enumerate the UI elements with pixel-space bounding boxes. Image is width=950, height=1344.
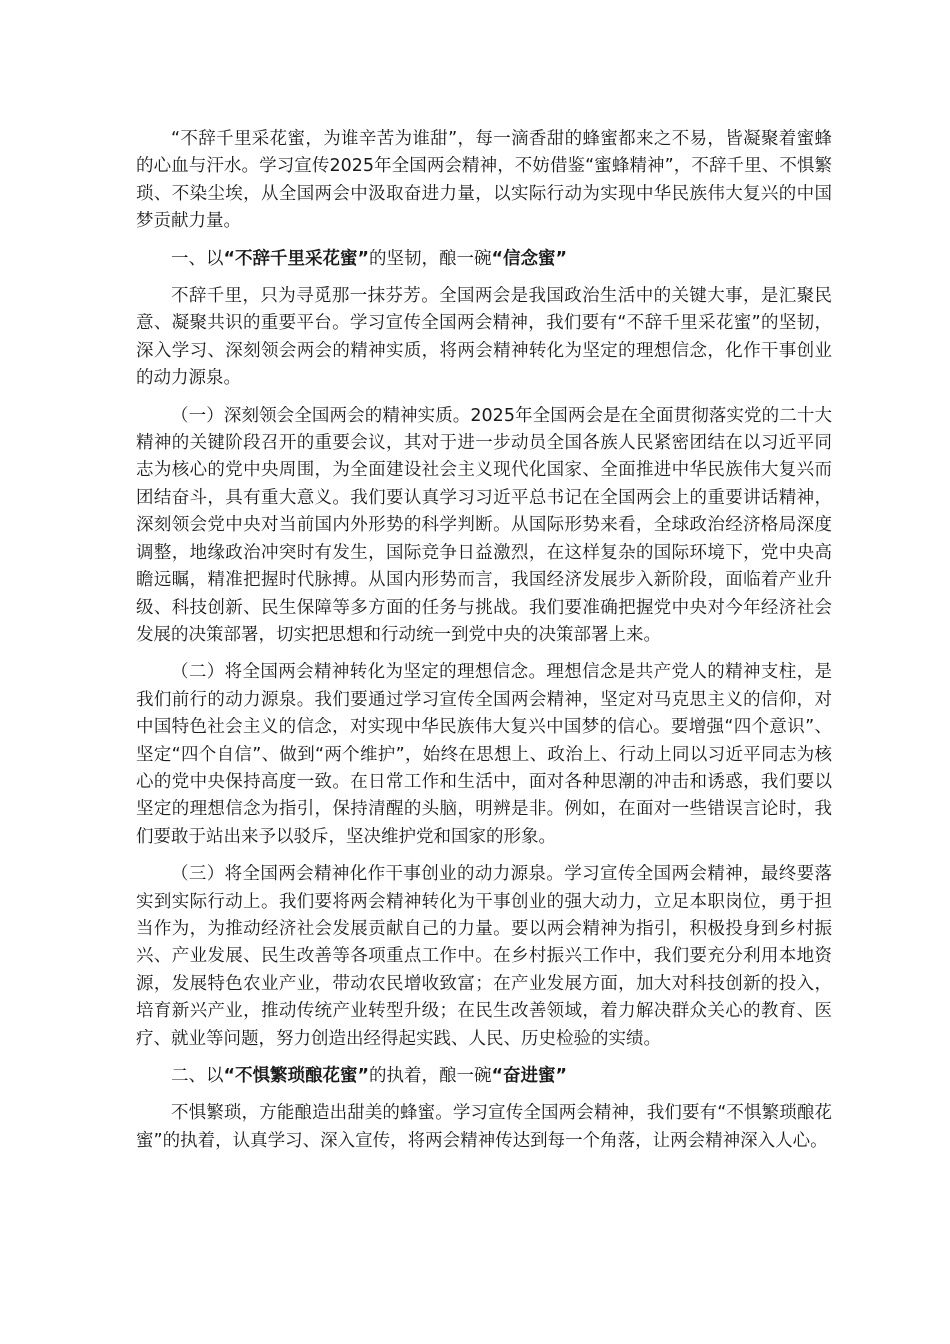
section-1-subsection-1: （一）深刻领会全国两会的精神实质。2025年全国两会是在全面贯彻落实党的二十大精神的关键阶段召开的重要会议，其对于进一步动员全国各族人民紧密团结在以习近平同志为核心的党中央周围，为全面建设社会主义现代化国家、全面推进中华民族伟大复兴而团结奋斗，具有重大意义。我们要认真学习习近平总书记在全国两会上的重要讲话精神，深刻领会党中央对当前国内外形势的科学判断。从国际形势来看，全球政治经济格局深度调整，地缘政治冲突时有发生，国际竞争日益激烈，在这样复杂的国际环境下，党中央高瞻远瞩，精准把握时代脉搏。从国内形势而言，我国经济发展步入新阶段，面临着产业升级、科技创新、民生保障等多方面的任务与挑战。我们要准确把握党中央对今年经济社会发展的决策部署，切实把思想和行动统一到党中央的决策部署上来。	[136, 405, 832, 645]
section-1-subsection-3: （三）将全国两会精神化作干事创业的动力源泉。学习宣传全国两会精神，最终要落实到实际行动上。我们要将两会精神转化为干事创业的强大动力，立足本职岗位，勇于担当作为，为推动经济社会发展贡献自己的力量。要以两会精神为指引，积极投身到乡村振兴、产业发展、民生改善等各项重点工作中。在乡村振兴工作中，我们要充分利用本地资源，发展特色农业产业，带动农民增收致富；在产业发展方面，加大对科技创新的投入，培育新兴产业，推动传统产业转型升级；在民生改善领域，着力解决群众关心的教育、医疗、就业等问题，努力创造出经得起实践、人民、历史检验的实绩。	[136, 864, 832, 1049]
section-1-lead-paragraph: 不辞千里，只为寻觅那一抹芬芳。全国两会是我国政治生活中的关键大事，是汇聚民意、凝聚共识的重要平台。学习宣传全国两会精神，我们要有“不辞千里采花蜜”的坚韧，深入学习、深刻领会两会的精神实质，将两会精神转化为坚定的理想信念，化作干事创业的动力源泉。	[136, 286, 832, 389]
section-1-heading	[136, 246, 832, 273]
intro-paragraph: “不辞千里采花蜜，为谁辛苦为谁甜”，每一滴香甜的蜂蜜都来之不易，皆凝聚着蜜蜂的心血与汗水。学习宣传2025年全国两会精神，不妨借鉴“蜜蜂精神”，不辞千里、不惧繁琐、不染尘埃，从全国两会中汲取奋进力量，以实际行动为实现中华民族伟大复兴的中国梦贡献力量。	[136, 129, 832, 232]
section-1-subsection-2: （二）将全国两会精神转化为坚定的理想信念。理想信念是共产党人的精神支柱，是我们前行的动力源泉。我们要通过学习宣传全国两会精神，坚定对马克思主义的信仰，对中国特色社会主义的信念，对实现中华民族伟大复兴中国梦的信心。要增强“四个意识”、坚定“四个自信”、做到“两个维护”，始终在思想上、政治上、行动上同以习近平同志为核心的党中央保持高度一致。在日常工作和生活中，面对各种思潮的冲击和诱惑，我们要以坚定的理想信念为指引，保持清醒的头脑，明辨是非。例如，在面对一些错误言论时，我们要敢于站出来予以驳斥，坚决维护党和国家的形象。	[136, 662, 832, 847]
section-2-heading-quote-2: “奋进蜜”	[491, 1066, 568, 1086]
section-1-heading-prefix: 一、以	[171, 248, 224, 269]
document-page	[136, 126, 832, 1165]
section-2-heading-quote-1: “不惧繁琐酿花蜜”	[223, 1066, 370, 1086]
section-1-heading-quote-2: “信念蜜”	[491, 248, 568, 269]
section-1-heading-mid: 的坚韧，酿一碗	[369, 248, 492, 269]
section-2-heading-prefix: 二、以	[171, 1066, 224, 1086]
section-2-heading-mid: 的执着，酿一碗	[369, 1066, 492, 1086]
section-1-heading-quote-1: “不辞千里采花蜜”	[223, 248, 370, 269]
section-2-lead-paragraph: 不惧繁琐，方能酿造出甜美的蜂蜜。学习宣传全国两会精神，我们要有“不惧繁琐酿花蜜”的执着，认真学习、深入宣传，将两会精神传达到每一个角落，让两会精神深入人心。	[136, 1103, 832, 1151]
section-2-heading	[136, 1063, 832, 1090]
